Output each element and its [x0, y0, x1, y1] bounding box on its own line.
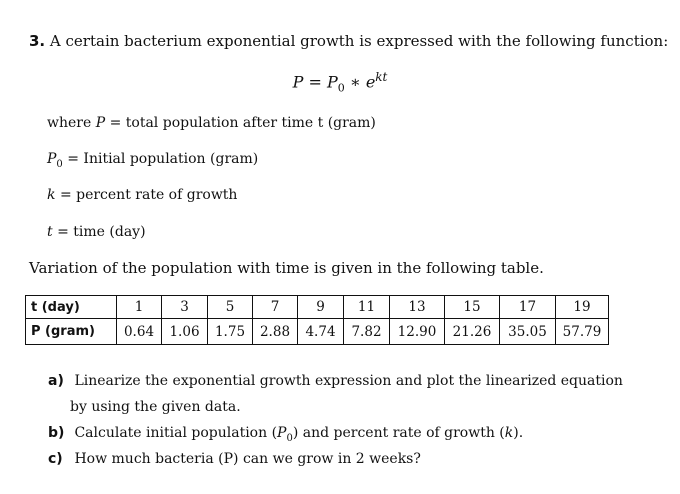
- formula-p: P: [326, 72, 338, 92]
- row-header-population: P (gram): [26, 319, 117, 345]
- table-cell: 15: [445, 296, 500, 319]
- subquestion-a: [48, 373, 623, 389]
- table-cell: 35.05: [500, 319, 556, 345]
- row-header-time: t (day): [26, 296, 117, 319]
- subquestion-text: Calculate initial population (: [74, 425, 278, 441]
- table-cell: 3: [162, 296, 208, 319]
- definition-p0: [47, 151, 258, 170]
- table-row-population: [26, 319, 609, 345]
- table-intro: Variation of the population with time is given in the following table.: [29, 259, 544, 277]
- table-cell: 7: [253, 296, 298, 319]
- definition-text: = time (day): [57, 224, 146, 240]
- symbol-k: k: [504, 425, 514, 441]
- table-cell: 9: [298, 296, 344, 319]
- definition-text: = Initial population (gram): [67, 151, 259, 167]
- formula-base: e: [365, 72, 376, 92]
- subquestion-label: c): [48, 451, 63, 467]
- growth-formula: [0, 70, 680, 95]
- definition-symbol: t: [47, 224, 53, 240]
- formula-times: ∗: [349, 72, 361, 92]
- subquestion-text: How much bacteria (P) can we grow in 2 weeks?: [74, 451, 421, 467]
- subquestion-text-end: ).: [513, 425, 524, 441]
- table-row-time: [26, 296, 609, 319]
- subquestion-label: a): [48, 373, 64, 389]
- table-cell: 57.79: [556, 319, 609, 345]
- symbol-p-sub: 0: [286, 432, 293, 444]
- subquestion-a-continued: by using the given data.: [70, 399, 241, 415]
- table-cell: 7.82: [344, 319, 390, 345]
- question-number: 3.: [29, 32, 46, 50]
- table-cell: 12.90: [390, 319, 445, 345]
- table-cell: 19: [556, 296, 609, 319]
- table-cell: 11: [344, 296, 390, 319]
- table-cell: 4.74: [298, 319, 344, 345]
- table-cell: 1.75: [208, 319, 253, 345]
- subquestion-text: Linearize the exponential growth expression and plot the linearized equation: [74, 373, 623, 389]
- definition-p: [47, 115, 376, 131]
- definition-prefix: where: [47, 115, 92, 131]
- subquestion-label: b): [48, 425, 65, 441]
- subquestion-b: [48, 425, 523, 444]
- table-cell: 1.06: [162, 319, 208, 345]
- table-cell: 13: [390, 296, 445, 319]
- definition-text: = total population after time t (gram): [109, 115, 376, 131]
- table-cell: 1: [117, 296, 162, 319]
- definition-text: = percent rate of growth: [59, 187, 238, 203]
- definition-symbol: P: [47, 151, 57, 167]
- symbol-p: P: [277, 425, 287, 441]
- data-table: [25, 295, 609, 345]
- formula-equals: =: [308, 72, 322, 92]
- subquestion-c: [48, 451, 421, 467]
- table-cell: 21.26: [445, 319, 500, 345]
- definition-symbol: P: [95, 115, 106, 131]
- table-cell: 5: [208, 296, 253, 319]
- table-cell: 0.64: [117, 319, 162, 345]
- question-text: A certain bacterium exponential growth is expressed with the following function:: [49, 32, 669, 50]
- definition-k: [47, 187, 237, 203]
- definition-symbol-sub: 0: [56, 158, 63, 170]
- formula-exponent: kt: [375, 70, 388, 84]
- subquestion-text-mid: ) and percent rate of growth (: [292, 425, 505, 441]
- definition-symbol: k: [47, 187, 56, 203]
- question-heading: [29, 32, 668, 50]
- table-cell: 17: [500, 296, 556, 319]
- formula-lhs: P: [292, 72, 304, 92]
- definition-t: [47, 224, 146, 240]
- formula-p-sub: 0: [337, 81, 345, 95]
- table-cell: 2.88: [253, 319, 298, 345]
